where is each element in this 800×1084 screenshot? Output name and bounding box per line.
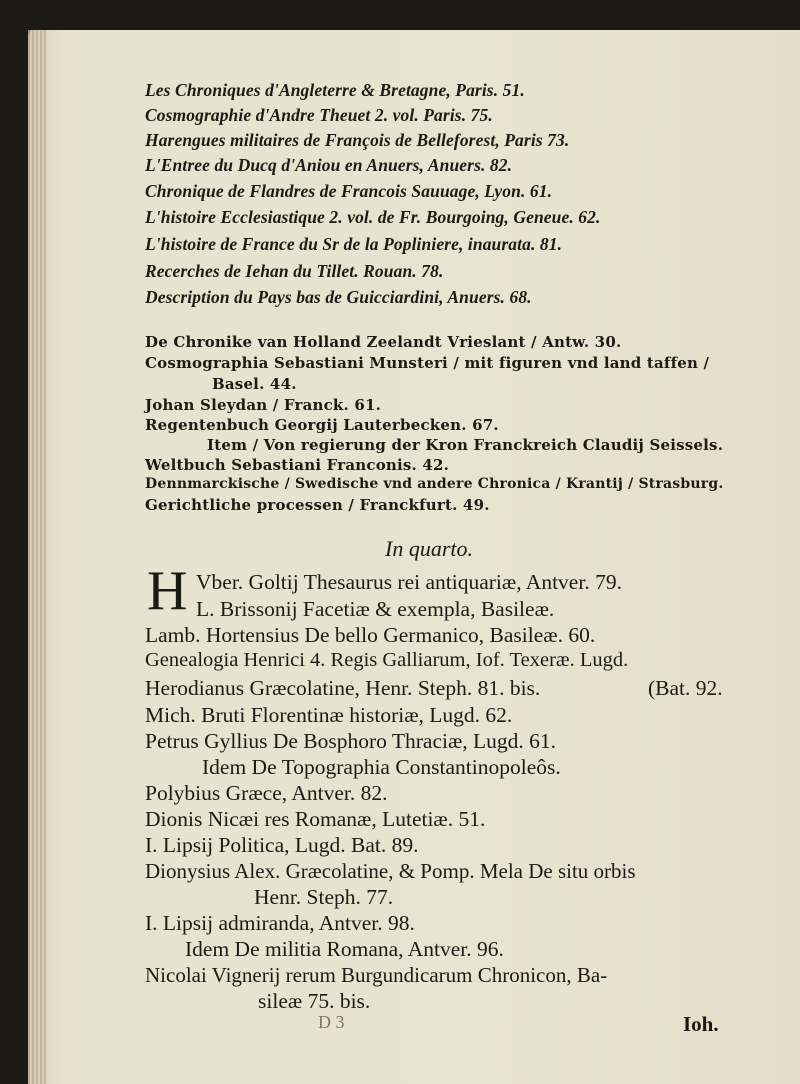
list-item: Polybius Græce, Antver. 82. (145, 781, 388, 805)
list-item: Cosmographia Sebastiani Munsteri / mit figuren vnd land taffen / (145, 354, 710, 372)
list-item: Les Chroniques d'Angleterre & Bretagne, Paris. 51. (145, 80, 525, 100)
list-item: Nicolai Vignerij rerum Burgundicarum Chronicon, Ba- (145, 963, 608, 987)
list-item: Basel. 44. (212, 375, 297, 393)
list-item: (Bat. 92. (648, 676, 723, 700)
list-item: I. Lipsij Politica, Lugd. Bat. 89. (145, 833, 419, 857)
list-item: Chronique de Flandres de Francois Sauuage, Lyon. 61. (145, 181, 553, 201)
section-heading: In quarto. (385, 536, 473, 561)
list-item: Description du Pays bas de Guicciardini, Anuers. 68. (145, 287, 532, 307)
drop-cap: H (147, 560, 188, 622)
list-item: Genealogia Henrici 4. Regis Galliarum, Iof. Texeræ. Lugd. (145, 649, 629, 671)
list-item: Weltbuch Sebastiani Franconis. 42. (145, 456, 450, 474)
catchword: Ioh. (683, 1012, 719, 1036)
list-item: Harengues militaires de François de Belleforest, Paris 73. (145, 130, 570, 150)
list-item: Idem De Topographia Constantinopoleôs. (202, 755, 561, 779)
list-item: L'histoire de France du Sr de la Popliniere, inaurata. 81. (145, 234, 563, 254)
list-item: Lamb. Hortensius De bello Germanico, Basileæ. 60. (145, 623, 596, 647)
list-item: Idem De militia Romana, Antver. 96. (185, 937, 504, 961)
list-item: L. Brissonij Facetiæ & exempla, Basileæ. (196, 597, 555, 621)
list-item: Item / Von regierung der Kron Franckreich Claudij Seissels. (207, 436, 724, 454)
list-item: L'histoire Ecclesiastique 2. vol. de Fr. Bourgoing, Geneue. 62. (145, 207, 601, 227)
list-item: Dionis Nicæi res Romanæ, Lutetiæ. 51. (145, 807, 486, 831)
list-item: Dionysius Alex. Græcolatine, & Pomp. Mela De situ orbis (145, 859, 636, 883)
list-item: Recerches de Iehan du Tillet. Rouan. 78. (145, 261, 444, 281)
list-item: Cosmographie d'Andre Theuet 2. vol. Paris. 75. (145, 105, 493, 125)
list-item: De Chronike van Holland Zeelandt Vrieslant / Antw. 30. (145, 333, 622, 351)
list-item: Gerichtliche processen / Franckfurt. 49. (145, 496, 490, 514)
list-item: sileæ 75. bis. (258, 989, 371, 1013)
list-item: Mich. Bruti Florentinæ historiæ, Lugd. 62. (145, 703, 513, 727)
list-item: Vber. Goltij Thesaurus rei antiquariæ, Antver. 79. (196, 570, 622, 594)
list-item: L'Entree du Ducq d'Aniou en Anuers, Anuers. 82. (145, 155, 513, 175)
list-item: Petrus Gyllius De Bosphoro Thraciæ, Lugd. 61. (145, 729, 557, 753)
list-item: Johan Sleydan / Franck. 61. (145, 396, 382, 414)
list-item: Regentenbuch Georgij Lauterbecken. 67. (145, 416, 499, 434)
list-item: Henr. Steph. 77. (254, 885, 394, 909)
signature-mark: D 3 (318, 1012, 345, 1032)
list-item: I. Lipsij admiranda, Antver. 98. (145, 911, 415, 935)
list-item: Herodianus Græcolatine, Henr. Steph. 81. bis. (145, 676, 541, 700)
list-item: Dennmarckische / Swedische vnd andere Chronica / Krantij / Strasburg. (145, 476, 724, 492)
